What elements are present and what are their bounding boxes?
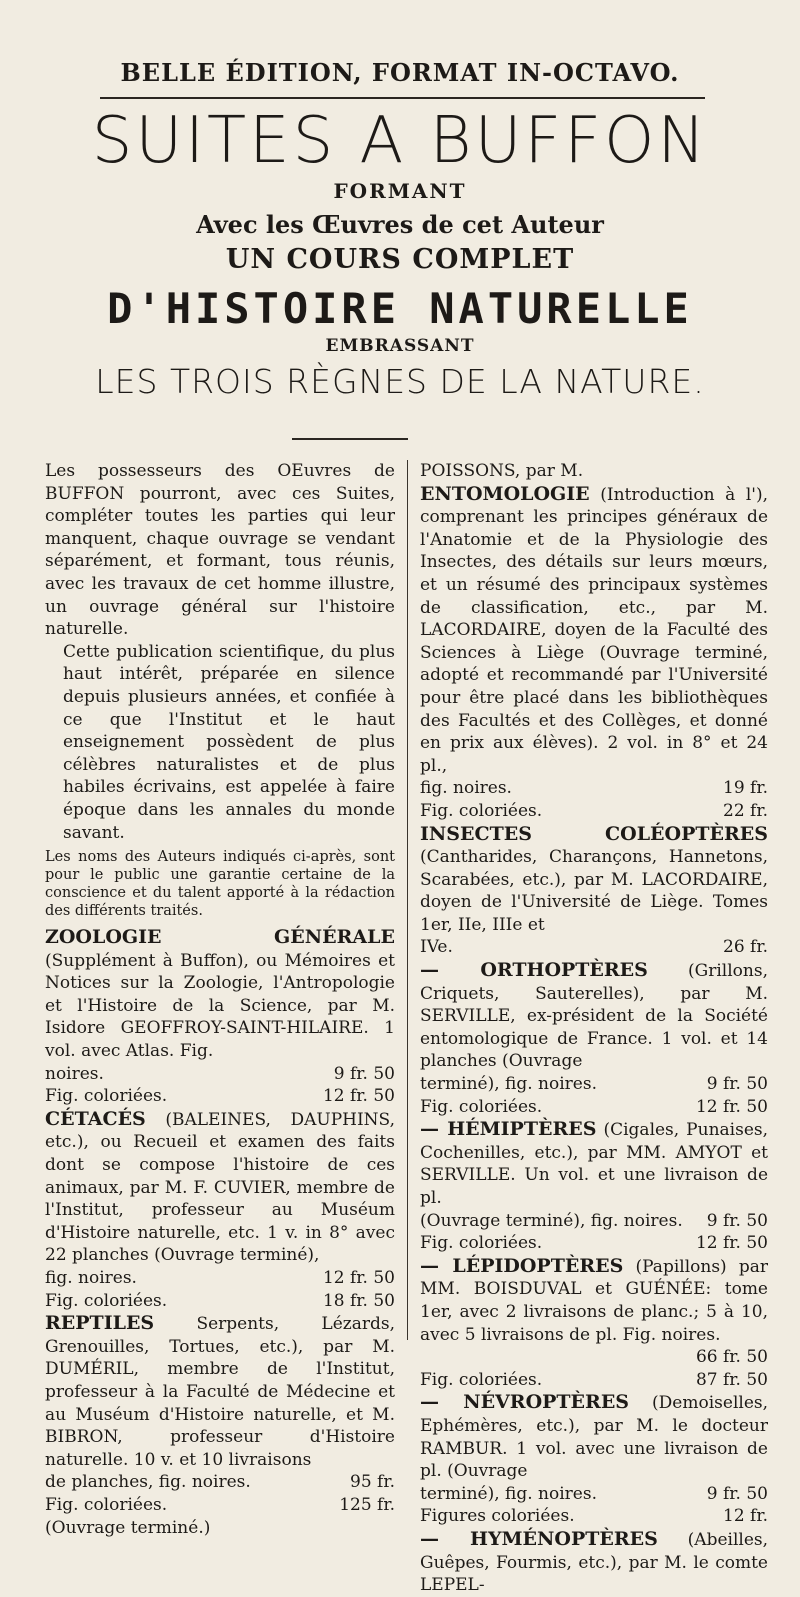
price-label: Fig. coloriées. — [420, 800, 543, 821]
price-label: IVe. — [420, 937, 453, 958]
price-label: Fig. coloriées. — [420, 1369, 543, 1390]
entry-head: — ORTHOPTÈRES — [420, 959, 648, 982]
price-label: terminé), fig. noires. — [420, 1483, 597, 1504]
price-value: 18 fr. 50 — [322, 1290, 395, 1311]
authors-note: Les noms des Auteurs indiqués ci-après, sont pour le public une garantie certaine de la conscience et du talent apporté à la rédaction des différents traités. — [45, 849, 395, 920]
price-label: Figures coloriées. — [420, 1506, 575, 1527]
price-line — [420, 936, 768, 959]
price-line — [420, 1096, 768, 1119]
entry-head: ZOOLOGIE GÉNÉRALE — [45, 926, 395, 949]
price-line — [45, 1471, 395, 1494]
entry-lepidopteres — [420, 1255, 768, 1346]
price-value: 125 fr. — [339, 1494, 395, 1515]
price-line — [45, 1267, 395, 1290]
price-label: (Ouvrage terminé), fig. noires. — [420, 1210, 683, 1231]
price-line — [420, 1483, 768, 1506]
price-line — [420, 1232, 768, 1255]
entry-hemipteres — [420, 1118, 768, 1209]
price-value: 66 fr. 50 — [695, 1347, 768, 1368]
entry-orthopteres — [420, 959, 768, 1073]
top-rule — [100, 97, 705, 99]
entry-body: (Abeilles, Guêpes, Fourmis, etc.), par M. le comte LEPEL- — [420, 1529, 769, 1596]
entry-body: (Demoiselles, Ephémères, etc.), par M. le docteur RAMBUR. 1 vol. avec une livraison de pl. (Ouvrage — [420, 1393, 769, 1482]
price-value: 9 fr. 50 — [706, 1483, 768, 1504]
entry-entomologie — [420, 483, 768, 778]
price-value: 9 fr. 50 — [706, 1074, 768, 1095]
entry-body: (BALEINES, DAUPHINS, etc.), ou Recueil et examen des faits dont se compose l'histoire de ces animaux, par M. F. CUVIER, membre de l'Institut, professeur au Muséum d'Histoire naturelle, etc. 1 v. in 8° avec 22 planches (Ouvrage terminé), — [45, 1109, 396, 1266]
entry-body: (Introduction à l'), comprenant les principes généraux de l'Anatomie et de la Physiologie des Insectes, des détails sur leurs mœurs, et un résumé des principaux systèmes de classification, etc., par M. LACORDAIRE, doyen de la Faculté des Sciences à Liège (Ouvrage terminé, adopté et recommandé par l'Université pour être placé dans les bibliothèques des Facultés et des Collèges, et donné en prix aux élèves). 2 vol. in 8° et 24 pl., — [420, 484, 768, 776]
entry-body: (Papillons) par MM. BOISDUVAL et GUÉNÉE: tome 1er, avec 2 livraisons de planc.; 5 à 10, avec 5 livraisons de pl. Fig. noires. — [420, 1256, 768, 1345]
entry-body: (Cigales, Punaises, Cochenilles, etc.), par MM. AMYOT et SERVILLE. Un vol. et une livraison de pl. — [420, 1120, 769, 1208]
price-value: 87 fr. 50 — [695, 1369, 768, 1390]
entry-head: INSECTES COLÉOPTÈRES — [420, 822, 768, 845]
entry-body: Serpents, Lézards, Grenouilles, Tortues, etc.), par M. DUMÉRIL, membre de l'Institut, professeur à la Faculté de Médecine et au Muséum d'Histoire naturelle, et M. BIBRON, professeur d'Histoire naturelle. 10 v. et 10 livraisons — [45, 1314, 396, 1470]
price-line — [45, 1085, 395, 1108]
page-title: SUITES A BUFFON — [91, 104, 709, 178]
price-label: fig. noires. — [45, 1268, 137, 1288]
price-value: 9 fr. 50 — [706, 1210, 768, 1231]
column-divider — [407, 460, 408, 1340]
price-line — [420, 1505, 768, 1528]
price-line — [45, 1290, 395, 1313]
price-label: Fig. coloriées. — [420, 1233, 543, 1254]
price-value: 26 fr. — [723, 937, 768, 958]
price-value: 19 fr. — [723, 778, 768, 799]
entry-nevropteres — [420, 1391, 768, 1482]
price-value: 95 fr. — [350, 1472, 395, 1493]
entry-coleopteres — [420, 823, 768, 937]
intro-paragraph-1: Les possesseurs des OEuvres de BUFFON pourront, avec ces Suites, compléter toutes les parties qui leur manquent, chaque ouvrage se vendant séparément, et formant, tous réunis, avec les travaux de cet homme illustre, un ouvrage général sur l'histoire naturelle. — [45, 461, 395, 640]
price-value: 12 fr. 50 — [695, 1233, 768, 1254]
price-label: Fig. coloriées. — [420, 1096, 543, 1117]
price-label: de planches, fig. noires. — [45, 1472, 251, 1493]
price-line — [420, 1369, 768, 1392]
regnes-line: LES TROIS RÈGNES DE LA NATURE. — [95, 362, 705, 401]
entry-hymenopteres — [420, 1528, 768, 1597]
entry-zoologie — [45, 926, 395, 1063]
entry-cetaces — [45, 1108, 395, 1267]
entry-head: ENTOMOLOGIE — [420, 482, 590, 505]
left-column — [45, 460, 395, 1539]
price-label: Fig. coloriées. — [45, 1290, 168, 1311]
price-value: 12 fr. 50 — [695, 1096, 768, 1117]
entry-note: (Ouvrage terminé.) — [45, 1517, 211, 1538]
cours-line: UN COURS COMPLET — [225, 244, 575, 275]
price-value: 12 fr. 50 — [322, 1086, 395, 1107]
entry-head: — NÉVROPTÈRES — [420, 1391, 630, 1414]
entry-head: — HÉMIPTÈRES — [420, 1118, 597, 1141]
price-line — [420, 777, 768, 800]
histoire-line: D'HISTOIRE NATURELLE — [107, 284, 693, 333]
price-label: fig. noires. — [420, 778, 512, 799]
price-line — [420, 1346, 768, 1369]
entry-body: (Grillons, Criquets, Sauterelles), par M. SERVILLE, ex-président de la Société entomologique de France. 1 vol. et 14 planches (Ouvrage — [420, 961, 768, 1072]
price-line — [420, 800, 768, 823]
middle-rule — [292, 438, 408, 440]
entry-head: CÉTACÉS — [45, 1107, 146, 1130]
price-line — [45, 1063, 395, 1086]
entry-body: (Cantharides, Charançons, Hannetons, Scarabées, etc.), par M. LACORDAIRE, doyen de l'Université de Liège. Tomes 1er, IIe, IIIe et — [420, 847, 768, 935]
edition-line: BELLE ÉDITION, FORMAT IN-OCTAVO. — [120, 58, 680, 87]
avec-line: Avec les Œuvres de cet Auteur — [196, 210, 604, 239]
price-line — [420, 1073, 768, 1096]
entry-head: — LÉPIDOPTÈRES — [420, 1254, 624, 1277]
formant-line: FORMANT — [333, 179, 467, 203]
price-label: terminé), fig. noires. — [420, 1074, 597, 1095]
entry-head: — HYMÉNOPTÈRES — [420, 1527, 658, 1550]
entry-reptiles — [45, 1312, 395, 1471]
embrassant-line: EMBRASSANT — [325, 336, 475, 356]
price-value: 9 fr. 50 — [333, 1063, 395, 1084]
price-label: Fig. coloriées. — [45, 1494, 168, 1515]
price-line — [420, 1210, 768, 1233]
price-value: 12 fr. — [723, 1506, 768, 1527]
right-column — [420, 460, 768, 1597]
entry-head: REPTILES — [45, 1312, 155, 1335]
price-value: 12 fr. 50 — [322, 1268, 395, 1288]
price-label: Fig. coloriées. — [45, 1086, 168, 1107]
entry-poissons: POISSONS, par M. — [420, 461, 584, 481]
price-label: noires. — [45, 1063, 104, 1084]
intro-paragraph-2: Cette publication scientifique, du plus haut intérêt, préparée en silence depuis plusieurs années, et confiée à ce que l'Institut et le haut enseignement possèdent de plus célèbres naturalistes et de plus habiles écrivains, est appelée à faire époque dans les annales du monde savant. — [63, 641, 395, 843]
price-line — [45, 1494, 395, 1517]
entry-body: (Supplément à Buffon), ou Mémoires et Notices sur la Zoologie, l'Antropologie et l'Histoire de la Science, par M. Isidore GEOFFROY-SAINT-HILAIRE. 1 vol. avec Atlas. Fig. — [45, 950, 395, 1062]
price-value: 22 fr. — [723, 800, 768, 821]
